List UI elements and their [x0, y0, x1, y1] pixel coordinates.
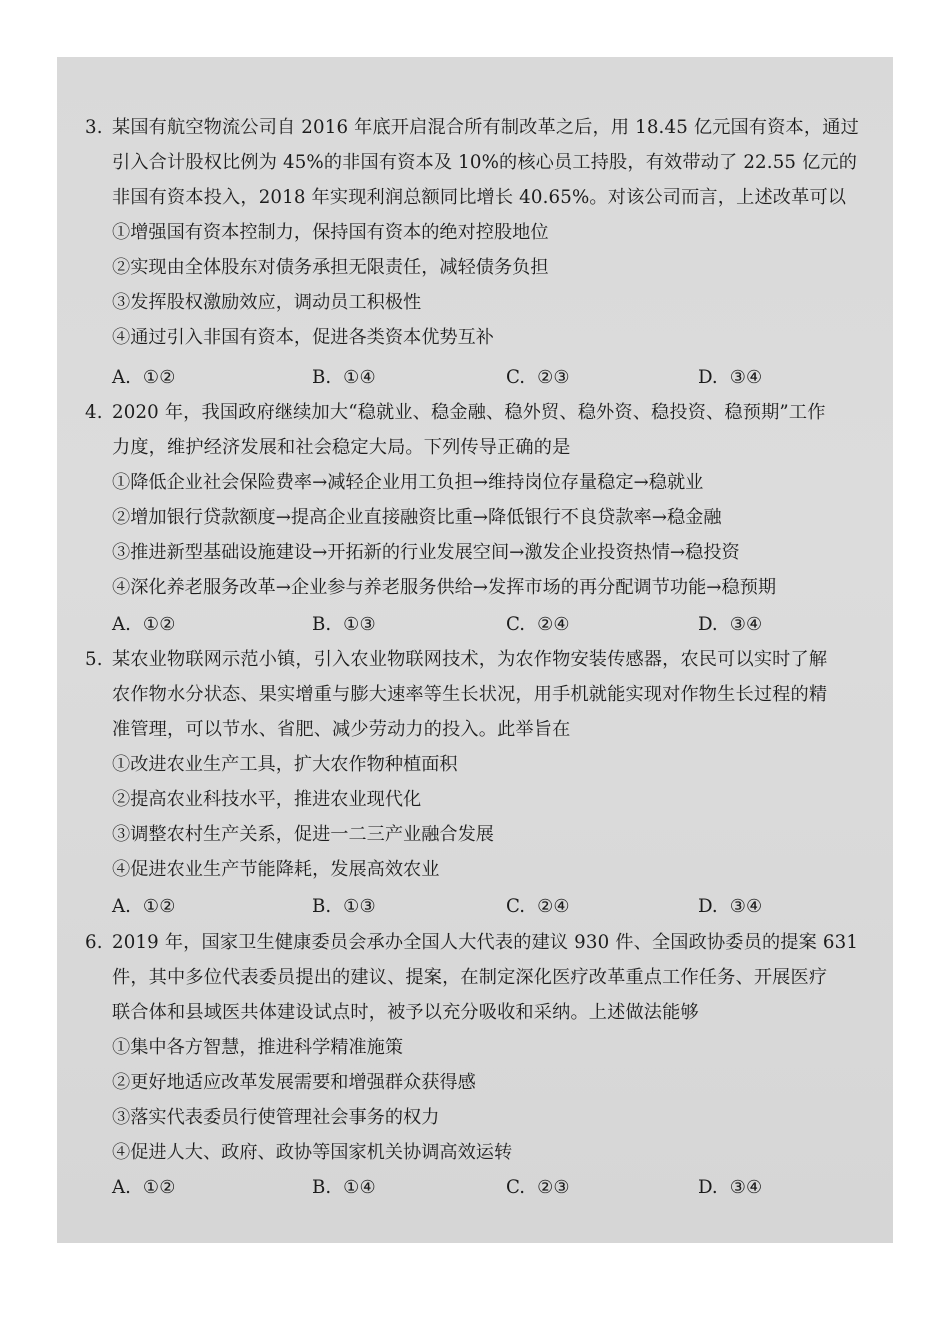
option-a: A. ①② [112, 614, 176, 635]
statement: ①集中各方智慧，推进科学精准施策 [112, 1037, 404, 1058]
question-stem-line: 力度，维护经济发展和社会稳定大局。下列传导正确的是 [112, 437, 571, 458]
question-stem-line: 引入合计股权比例为 45%的非国有资本及 10%的核心员工持股，有效带动了 22.55 亿元的 [112, 152, 858, 173]
statement: ④促进农业生产节能降耗，发展高效农业 [112, 859, 440, 880]
question-number: 6. [85, 932, 103, 953]
statement: ②增加银行贷款额度→提高企业直接融资比重→降低银行不良贷款率→稳金融 [112, 507, 722, 528]
statement: ④通过引入非国有资本，促进各类资本优势互补 [112, 327, 494, 348]
question-stem-line: 非国有资本投入，2018 年实现利润总额同比增长 40.65%。对该公司而言，上述改革可以 [112, 187, 847, 208]
option-b: B. ①④ [312, 367, 376, 388]
statement: ①降低企业社会保险费率→减轻企业用工负担→维持岗位存量稳定→稳就业 [112, 472, 704, 493]
question-stem-text: 2020 年，我国政府继续加大“稳就业、稳金融、稳外贸、稳外资、稳投资、稳预期”工作 [112, 402, 826, 423]
statement: ②更好地适应改革发展需要和增强群众获得感 [112, 1072, 476, 1093]
question-number: 5. [85, 649, 103, 670]
answer-options [112, 360, 872, 395]
option-d: D. ③④ [698, 896, 763, 917]
option-a: A. ①② [112, 896, 176, 917]
statement: ③落实代表委员行使管理社会事务的权力 [112, 1107, 440, 1128]
question-stem-text: 某国有航空物流公司自 2016 年底开启混合所有制改革之后，用 18.45 亿元国有资本，通过 [112, 117, 859, 138]
statement: ④深化养老服务改革→企业参与养老服务供给→发挥市场的再分配调节功能→稳预期 [112, 577, 777, 598]
option-b: B. ①③ [312, 614, 376, 635]
option-b: B. ①④ [312, 1177, 376, 1198]
statement: ③调整农村生产关系，促进一二三产业融合发展 [112, 824, 494, 845]
statement: ①改进农业生产工具，扩大农作物种植面积 [112, 754, 458, 775]
question-stem-text: 2019 年，国家卫生健康委员会承办全国人大代表的建议 930 件、全国政协委员的提案 631 [112, 932, 859, 953]
question-stem-line [85, 395, 875, 430]
exam-page [57, 57, 893, 1243]
question-stem-line: 农作物水分状态、果实增重与膨大速率等生长状况，用手机就能实现对作物生长过程的精 [112, 684, 828, 705]
statement: ①增强国有资本控制力，保持国有资本的绝对控股地位 [112, 222, 549, 243]
answer-options [112, 1170, 872, 1205]
option-d: D. ③④ [698, 367, 763, 388]
question-stem-line [85, 110, 875, 145]
option-c: C. ②④ [506, 614, 570, 635]
question-stem-line: 件，其中多位代表委员提出的建议、提案，在制定深化医疗改革重点工作任务、开展医疗 [112, 967, 828, 988]
question-stem-line: 联合体和县域医共体建设试点时，被予以充分吸收和采纳。上述做法能够 [112, 1002, 699, 1023]
statement: ②实现由全体股东对债务承担无限责任，减轻债务负担 [112, 257, 549, 278]
statement: ③发挥股权激励效应，调动员工积极性 [112, 292, 422, 313]
question-stem-line [85, 642, 875, 677]
question-number: 4. [85, 402, 103, 423]
statement: ④促进人大、政府、政协等国家机关协调高效运转 [112, 1142, 513, 1163]
option-a: A. ①② [112, 1177, 176, 1198]
option-d: D. ③④ [698, 1177, 763, 1198]
option-a: A. ①② [112, 367, 176, 388]
option-c: C. ②③ [506, 367, 570, 388]
question-stem-text: 某农业物联网示范小镇，引入农业物联网技术，为农作物安装传感器，农民可以实时了解 [112, 649, 828, 670]
option-d: D. ③④ [698, 614, 763, 635]
option-c: C. ②④ [506, 896, 570, 917]
answer-options [112, 607, 872, 642]
statement: ③推进新型基础设施建设→开拓新的行业发展空间→激发企业投资热情→稳投资 [112, 542, 740, 563]
question-stem-line: 准管理，可以节水、省肥、减少劳动力的投入。此举旨在 [112, 719, 571, 740]
option-c: C. ②③ [506, 1177, 570, 1198]
question-stem-line [85, 925, 875, 960]
answer-options [112, 889, 872, 924]
option-b: B. ①③ [312, 896, 376, 917]
statement: ②提高农业科技水平，推进农业现代化 [112, 789, 422, 810]
question-number: 3. [85, 117, 103, 138]
